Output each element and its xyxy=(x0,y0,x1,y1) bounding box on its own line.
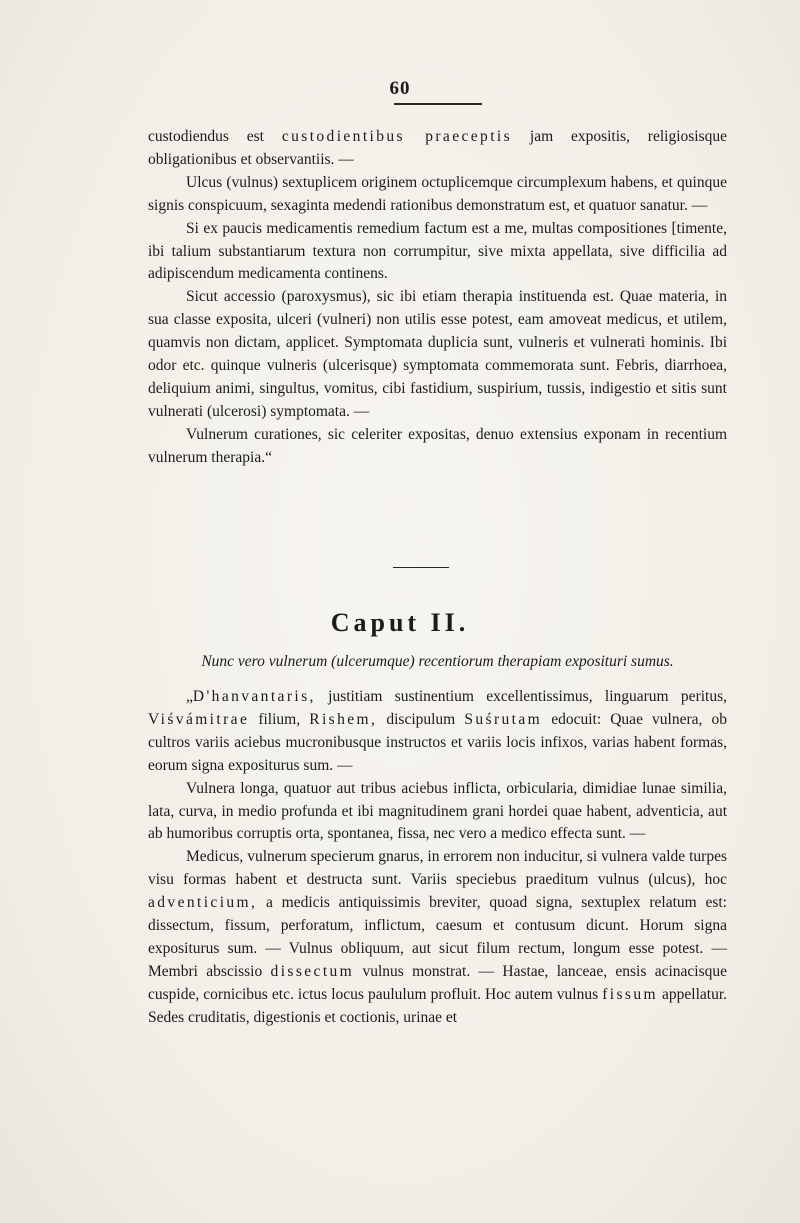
spaced-emphasis: Viśvámitrae xyxy=(148,710,250,728)
text-run: edocuit: Quae vulnera, ob cultros variis aciebus mucronibusque instructos et variis locis infixos, varias habent formas, eorum signa expositurus sum. — xyxy=(148,710,727,774)
paragraph xyxy=(148,424,727,470)
chapter-title: Caput II. xyxy=(330,608,470,637)
spaced-emphasis: custodientibus praeceptis xyxy=(281,128,513,145)
text-run: „ xyxy=(186,688,193,705)
text-run: Vulnera longa, quatuor aut tribus aciebus inflicta, orbicularia, dimidiae lunae similia, lata, curva, in medio profunda et ibi magnitudinem grani hordei quae habent, adventicia, aut ab humoribus corruptis orta, spontanea, fissa, nec vero a medico effecta sunt. — xyxy=(148,779,727,843)
text-run: discipulum xyxy=(377,710,465,728)
top-text-block xyxy=(148,126,727,470)
spaced-emphasis: dissectum xyxy=(270,962,355,980)
paragraph xyxy=(148,286,727,423)
text-run: Medicus, vulnerum specierum gnarus, in errorem non inducitur, si vulnera valde turpes visu formas habent et destructa sunt. Variis speciebus praeditum vulnus (ulcus), hoc xyxy=(148,848,727,889)
bottom-text-block xyxy=(148,686,727,1030)
spaced-emphasis: D'hanvantaris, xyxy=(192,688,316,705)
spaced-emphasis: fissum xyxy=(602,985,658,1003)
paragraph xyxy=(148,846,727,1029)
text-run: Sicut accessio (paroxysmus), sic ibi etiam therapia instituenda est. Quae materia, in sua classe exposita, ulceri (vulneri) non utilis esse potest, eam amoveat medicus, et utilem, quamvis non dictam, applicet. Symptomata duplicia sunt, vulneris et vulnerati hominis. Ibi odor etc. quinque vulneris (ulcerisque) symptomata commemorata sunt. Febris, diarrhoea, deliquium animi, singultus, vomitus, cibi fastidium, suspirium, tussis, indigestio et sitis sunt vulnerati (ulcerosi) symptomata. — xyxy=(148,288,727,420)
paragraph xyxy=(148,218,727,287)
section-divider xyxy=(393,567,449,568)
text-run: custodiendus est xyxy=(148,128,282,145)
text-run: Vulnerum curationes, sic celeriter expositas, denuo extensius exponam in recentium vulnerum therapia.“ xyxy=(148,425,727,466)
text-run: a medicis antiquissimis breviter, quoad signa, sextuplex relatum est: dissectum, fissum, perforatum, inflictum, caesum et contusum dicunt. Horum signa expositurus sum. — Vulnus obliquum, aut sicut filum rectum, longum esse potest. — Membri abscissio xyxy=(148,894,727,980)
paragraph xyxy=(148,686,727,778)
text-run: Ulcus (vulnus) sextuplicem originem octuplicemque circumplexum habens, et quinque signis conspicuum, sexaginta medendi rationibus demonstratum est, et quatuor sanatur. — xyxy=(148,173,727,214)
page-number: 60 xyxy=(389,78,411,99)
paragraph xyxy=(148,778,727,847)
chapter-subtitle: Nunc vero vulnerum (ulcerumque) recentiorum therapiam exposituri sumus. xyxy=(201,653,674,670)
paragraph xyxy=(148,172,727,218)
spaced-emphasis: Suśrutam xyxy=(464,710,543,728)
text-run: filium, xyxy=(249,710,310,728)
spaced-emphasis: Rishem, xyxy=(309,710,378,728)
text-run: vulnus monstrat. — Hastae, lanceae, ensis acinacisque cuspide, cornicibus etc. ictus locus paululum profluit. Hoc autem vulnus xyxy=(148,962,728,1003)
text-run: jam expositis, religiosisque obligationibus et observantiis. — xyxy=(148,128,727,168)
text-run: appellatur. Sedes cruditatis, digestionis et coctionis, urinae et xyxy=(148,985,727,1026)
text-run: justitiam sustinentium excellentissimus, linguarum peritus, xyxy=(315,688,727,705)
page-number-rule xyxy=(394,103,482,105)
text-run: Si ex paucis medicamentis remedium factum est a me, multas compositiones [timente, ibi talium substantiarum textura non corrumpitur, sive mixta appellata, sive difficilia ad adipiscendum medicamenta continens. xyxy=(148,219,727,283)
paragraph xyxy=(148,126,727,172)
spaced-emphasis: adventicium, xyxy=(148,894,258,912)
